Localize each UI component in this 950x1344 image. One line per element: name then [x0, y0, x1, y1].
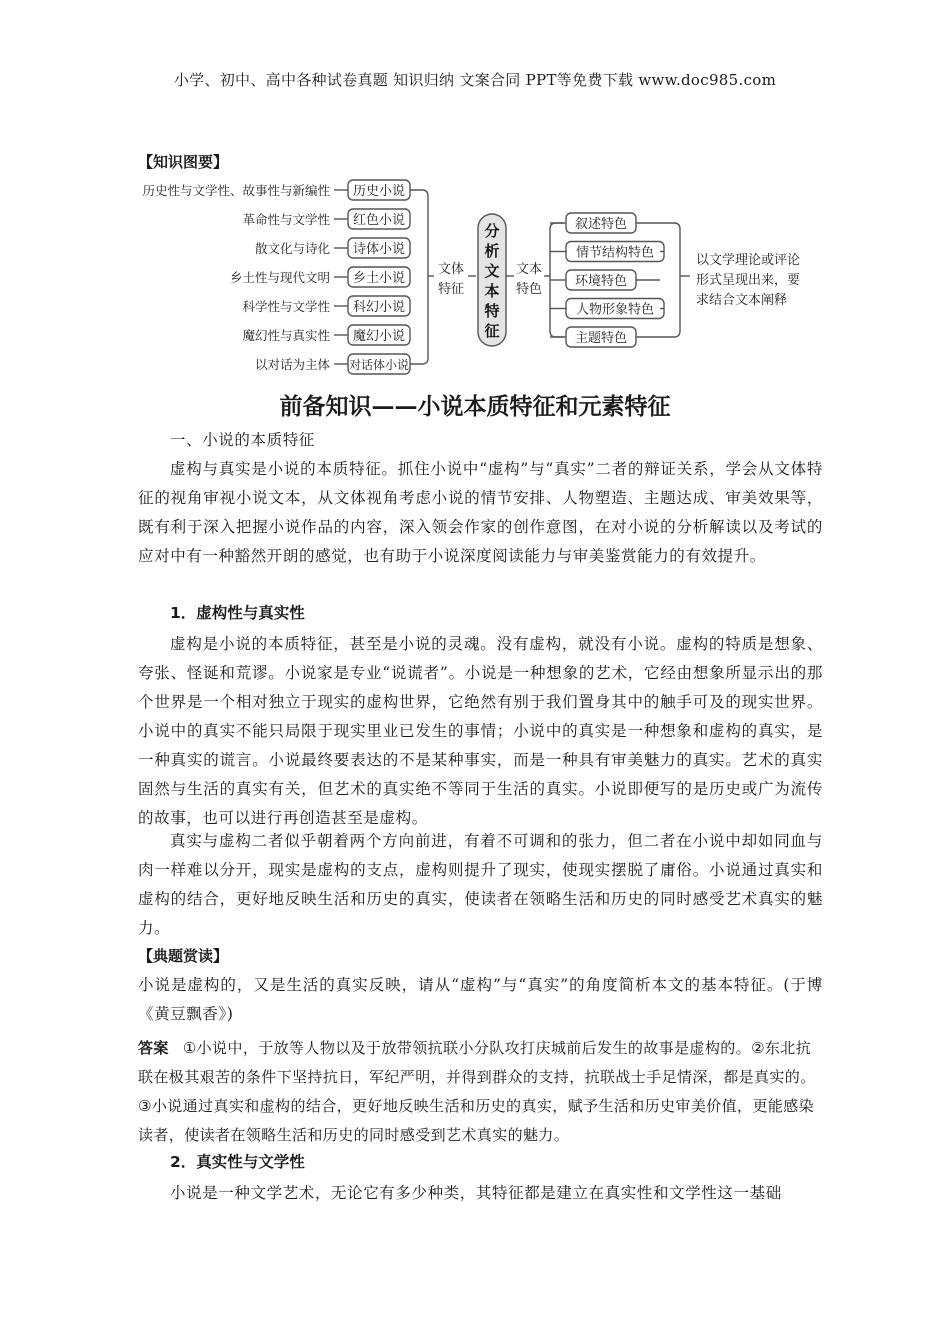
left-item-genre: 历史小说	[352, 184, 406, 199]
right-item-label: 情节结构特色	[575, 245, 655, 261]
left-item-desc: 魔幻性与真实性	[242, 328, 330, 343]
conclusion-line-2: 形式呈现出来，要	[696, 273, 801, 288]
conclusion-line-1: 以文学理论或评论	[696, 253, 801, 268]
left-item-desc: 散文化与诗化	[254, 241, 330, 256]
right-item-label: 环境特色	[574, 274, 628, 289]
right-group-label-1: 文本	[515, 262, 543, 277]
center-label-char: 文	[484, 262, 500, 280]
knowledge-map-label: 【知识图要】	[138, 153, 229, 171]
right-item-label: 叙述特色	[574, 217, 628, 232]
answer-block	[138, 1034, 823, 1150]
section1-heading: 一、小说的本质特征	[170, 431, 315, 449]
knowledge-map	[138, 148, 818, 378]
example-label: 【典题赏读】	[138, 947, 229, 965]
left-item-genre: 科幻小说	[352, 300, 406, 315]
subsection1-paragraph-2: 真实与虚构二者似乎朝着两个方向前进，有着不可调和的张力，但二者在小说中却如同血与肉一样难以分开，现实是虚构的支点，虚构则提升了现实，使现实摆脱了庸俗。小说通过真实和虚构的结合，更好地反映生活和历史的真实，使读者在领略生活和历史的同时感受艺术真实的魅力。	[138, 832, 823, 937]
conclusion-line-3: 求结合文本阐释	[696, 293, 788, 308]
left-item-desc: 历史性与文学性、故事性与新编性	[142, 183, 330, 198]
right-group-label-2: 特色	[515, 282, 543, 297]
left-item-genre: 诗体小说	[352, 242, 406, 257]
subheading-1: 1．虚构性与真实性	[170, 604, 305, 622]
right-item-label: 人物形象特色	[575, 302, 655, 318]
left-item-desc: 革命性与文学性	[242, 212, 330, 227]
subsection2-paragraph: 小说是一种文学艺术，无论它有多少种类，其特征都是建立在真实性和文学性这一基础	[170, 1184, 782, 1202]
left-item-desc: 科学性与文学性	[242, 299, 330, 314]
left-item-genre: 对话体小说	[348, 358, 410, 372]
left-item-desc: 以对话为主体	[254, 357, 330, 372]
left-item-genre: 红色小说	[352, 213, 406, 228]
subheading-2: 2．真实性与文学性	[170, 1153, 305, 1171]
main-title: 前备知识——小说本质特征和元素特征	[279, 393, 671, 420]
center-label-char: 特	[484, 302, 500, 320]
center-label-char: 析	[484, 242, 500, 260]
left-group-label-1: 文体	[437, 262, 465, 277]
example-question: 小说是虚构的，又是生活的真实反映，请从“虚构”与“真实”的角度简析本文的基本特征。(于博《黄豆飘香》)	[138, 976, 823, 1023]
answer-text: ①小说中，于放等人物以及于放带领抗联小分队攻打庆城前后发生的故事是虚构的。②东北抗联在极其艰苦的条件下坚持抗日，军纪严明，并得到群众的支持，抗联战士手足情深，都是真实的。③小说通过真实和虚构的结合，更好地反映生活和历史的真实，赋予生活和历史审美价值，更能感染读者，使读者在领略生活和历史的同时感受到艺术真实的魅力。	[138, 1039, 816, 1144]
answer-label: 答案	[138, 1039, 169, 1057]
page-header: 小学、初中、高中各种试卷真题 知识归纳 文案合同 PPT等免费下载 www.doc985.com	[173, 71, 777, 89]
left-item-genre: 乡土小说	[352, 271, 406, 286]
section1-paragraph: 虚构与真实是小说的本质特征。抓住小说中“虚构”与“真实”二者的辩证关系，学会从文体特征的视角审视小说文本，从文体视角考虑小说的情节安排、人物塑造、主题达成、审美效果等，既有利于深入把握小说作品的内容，深入领会作家的创作意图，在对小说的分析解读以及考试的应对中有一种豁然开朗的感觉，也有助于小说深度阅读能力与审美鉴赏能力的有效提升。	[138, 460, 823, 565]
left-item-desc: 乡土性与现代文明	[229, 270, 330, 285]
center-label-char: 征	[484, 322, 500, 340]
right-item-label: 主题特色	[574, 331, 628, 346]
center-label-char: 本	[484, 282, 500, 300]
left-item-genre: 魔幻小说	[352, 329, 406, 344]
left-group-label-2: 特征	[437, 282, 465, 297]
subsection1-paragraph-1: 虚构是小说的本质特征，甚至是小说的灵魂。没有虚构，就没有小说。虚构的特质是想象、夸张、怪诞和荒谬。小说家是专业“说谎者”。小说是一种想象的艺术，它经由想象所显示出的那个世界是一个相对独立于现实的虚构世界，它绝然有别于我们置身其中的触手可及的现实世界。小说中的真实不能只局限于现实里业已发生的事情；小说中的真实是一种想象和虚构的真实，是一种真实的谎言。小说最终要表达的不是某种事实，而是一种具有审美魅力的真实。艺术的真实固然与生活的真实有关，但艺术的真实绝不等同于生活的真实。小说即便写的是历史或广为流传的故事，也可以进行再创造甚至是虚构。	[138, 635, 823, 827]
center-label-char: 分	[484, 222, 500, 240]
